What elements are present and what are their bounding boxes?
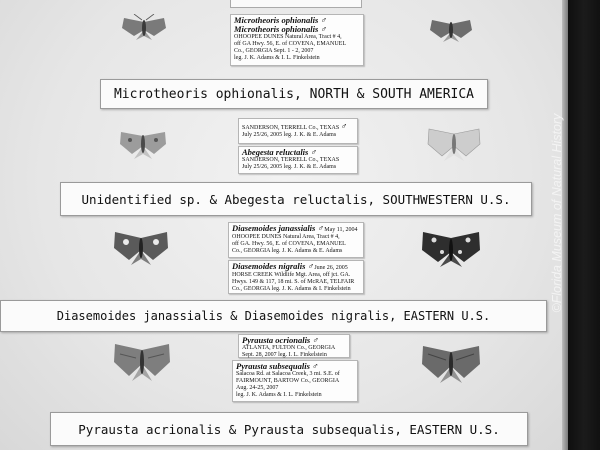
label-species-name: Diasemoides nigralis ♂June 26, 2005 (232, 261, 348, 271)
specimen-label-3b (228, 260, 364, 294)
copyright-credit: ©Florida Museum of Natural History (550, 113, 564, 313)
label-line: July 25/26, 2005 leg. J. K. & E. Adams (242, 132, 337, 138)
species-caption-3: Diasemoides janassialis & Diasemoides nigralis, EASTERN U.S. (0, 300, 547, 332)
label-line: Co., GEORGIA leg. J. K. Adams & E. Adams (232, 248, 343, 254)
label-line: leg. J. K. Adams & I. L. Finkelstein (236, 392, 322, 398)
drawer-frame (568, 0, 600, 450)
moth-specimen-4-right (420, 342, 482, 386)
label-line: Co., GEORGIA leg. J. K. Adams & I. Finkelstein (232, 286, 351, 292)
specimen-label-2b (238, 146, 358, 174)
species-caption-4: Pyrausta acrionalis & Pyrausta subsequalis, EASTERN U.S. (50, 412, 528, 446)
male-symbol: ♂ (312, 361, 319, 371)
male-symbol: ♂ (307, 261, 315, 271)
label-line: SANDERSON, TERRELL Co., TEXAS (242, 157, 340, 163)
label-line: off GA. Hwy. 56, E. of COVENA, EMANUEL (232, 241, 346, 247)
moth-specimen-2-right (426, 124, 482, 164)
label-line: ATLANTA, FULTON Co., GEORGIA (242, 345, 336, 351)
male-symbol: ♂ (310, 147, 318, 157)
moth-specimen-1-left (120, 14, 168, 44)
specimen-label-4a (238, 334, 350, 358)
label-species-name: Microtheoris ophionalis ♂ (234, 24, 328, 34)
label-species-name: Diasemoides janassialis ♂May 11, 2004 (232, 223, 358, 233)
male-symbol: ♂ (317, 223, 325, 233)
specimen-label-1 (230, 14, 364, 66)
label-line: off GA Hwy. 56, E. of COVENA, EMANUEL (234, 41, 346, 47)
label-line: leg. J. K. Adams & I. L. Finkelstein (234, 55, 320, 61)
label-line: Salacoa Rd. at Salacoa Creek, 3 mi. S.E. of (236, 371, 340, 377)
label-line: Aug. 24-25, 2007 (236, 385, 279, 391)
label-species-name: Abegesta reluctalis ♂ (242, 147, 318, 157)
label-line: HORSE CREEK Wildlife Mgt. Area, off jct. GA. (232, 272, 351, 278)
moth-specimen-4-left (112, 340, 172, 384)
moth-specimen-1-right (428, 14, 474, 46)
label-line: OHOOPEE DUNES Natural Area, Tract # 4, (234, 34, 342, 40)
moth-specimen-3-right (420, 228, 482, 270)
label-species-name: Microtheoris ophionalis ♂ (234, 15, 328, 25)
species-caption-1: Microtheoris ophionalis, NORTH & SOUTH AMERICA (100, 79, 488, 109)
label-species-name: Pyrausta ocrionalis ♂ (242, 335, 320, 345)
label-line: FAIRMOUNT, BARTOW Co., GEORGIA (236, 378, 340, 384)
moth-specimen-2-left (118, 126, 168, 162)
male-symbol: ♂ (312, 335, 320, 345)
male-symbol: ♂ (340, 121, 348, 131)
label-species-name: Pyrausta subsequalis ♂ (236, 361, 319, 371)
label-line: Sept. 28, 2007 leg. I. L. Finkelstein (242, 352, 327, 358)
species-caption-2: Unidentified sp. & Abegesta reluctalis, SOUTHWESTERN U.S. (60, 182, 532, 216)
specimen-label-2a (238, 118, 358, 144)
label-line: Hwys. 149 & 117, 18 mi. S. of McRAE, TELFAIR (232, 279, 355, 285)
specimen-label-4b (232, 360, 358, 402)
label-line: OHOOPEE DUNES Natural Area, Tract # 4, (232, 234, 340, 240)
moth-specimen-3-left (112, 228, 170, 268)
male-symbol: ♂ (320, 15, 328, 25)
specimen-label-3a (228, 222, 364, 258)
top-label-edge (230, 0, 362, 8)
male-symbol: ♂ (320, 24, 328, 34)
label-line: July 25/26, 2005 leg. J. K. & E. Adams (242, 164, 337, 170)
label-line: SANDERSON, TERRELL Co., TEXAS ♂ (242, 121, 348, 131)
label-line: Co., GEORGIA Sept. 1 - 2, 2007 (234, 48, 314, 54)
